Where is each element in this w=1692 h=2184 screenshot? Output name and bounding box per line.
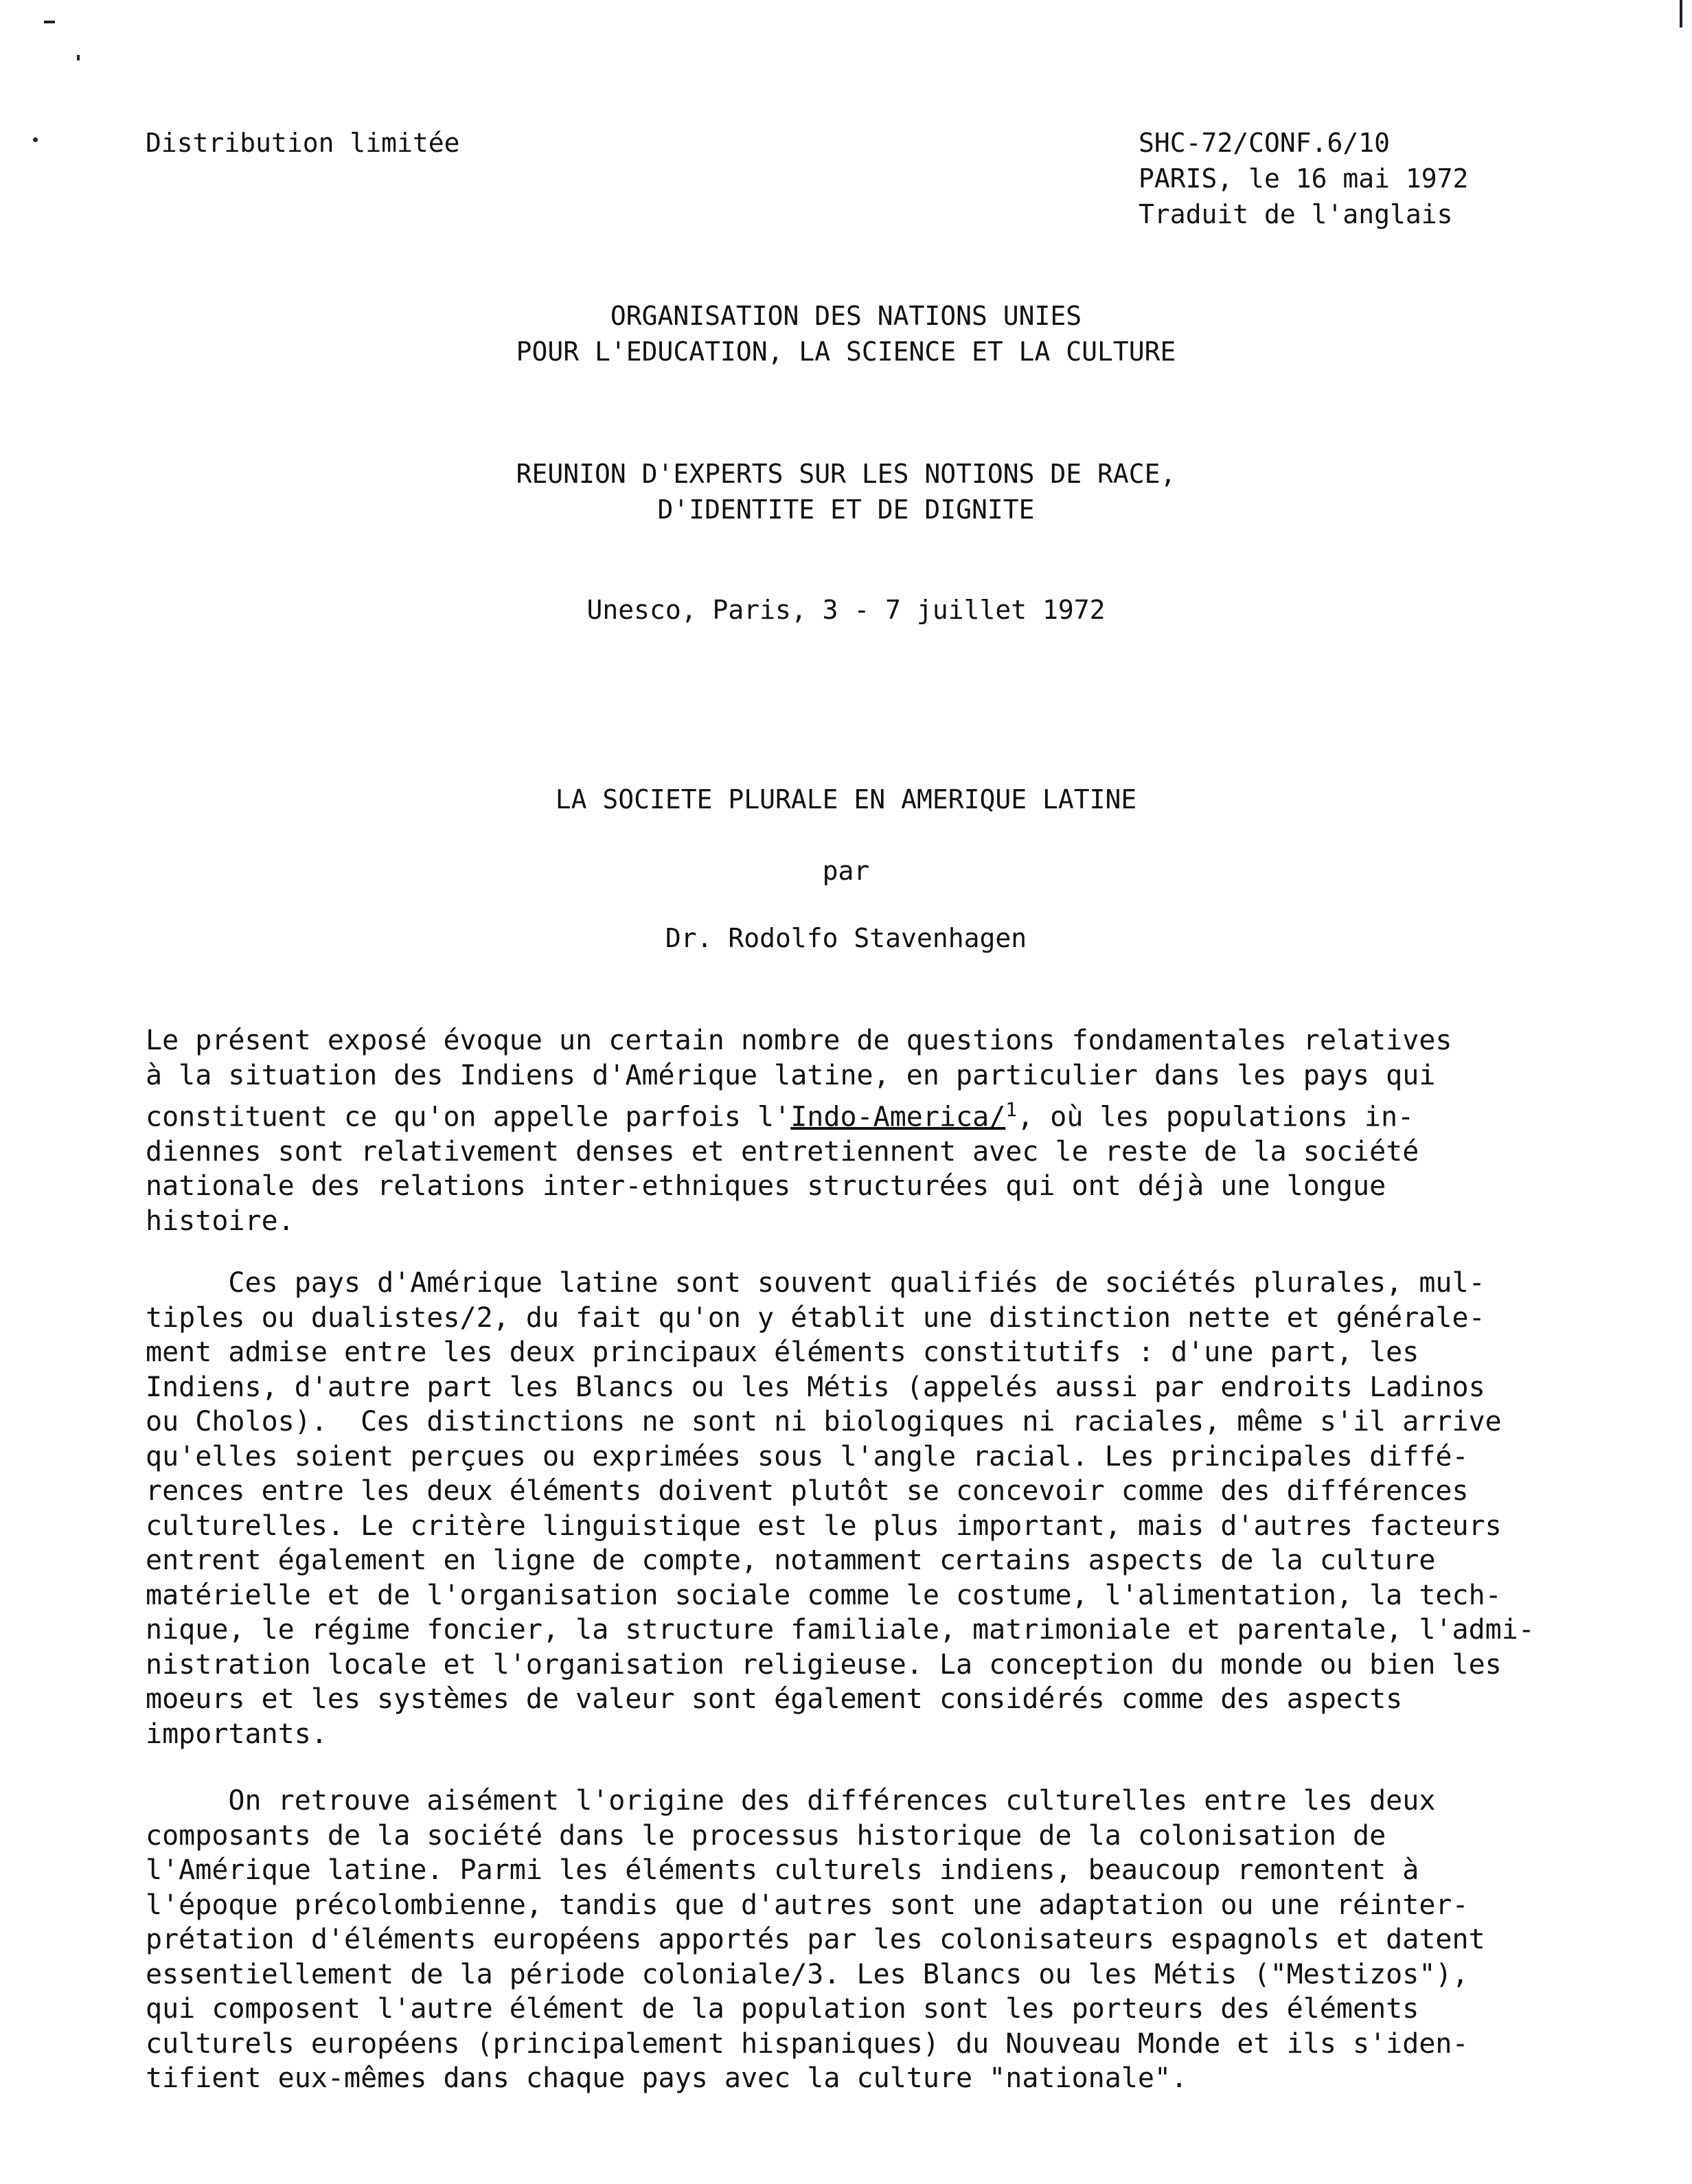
text-line: entrent également en ligne de compte, notamment certains aspects de la culture — [146, 1545, 1436, 1576]
text-segment: , où les populations in- — [1017, 1101, 1415, 1133]
text-line: nique, le régime foncier, la structure familiale, matrimoniale et parentale, l'admi- — [146, 1614, 1535, 1646]
distribution-label: Distribution limitée — [146, 128, 460, 158]
text-line: composants de la société dans le processus historique de la colonisation de — [146, 1819, 1386, 1852]
text-line: ment admise entre les deux principaux éléments constitutifs : d'une part, les — [146, 1336, 1419, 1368]
organisation-name-line1: ORGANISATION DES NATIONS UNIES — [610, 301, 1082, 331]
text-line: prétation d'éléments européens apportés par les colonisateurs espagnols et datent — [146, 1924, 1485, 1955]
paper-by: par — [822, 856, 870, 886]
text-line: qui composent l'autre élément de la population sont les porteurs des éléments — [146, 1993, 1419, 2025]
text-line: tiples ou dualistes/2, du fait qu'on y établit une distinction nette et générale- — [146, 1301, 1485, 1334]
text-line: rences entre les deux éléments doivent plutôt se concevoir comme des différences — [146, 1475, 1469, 1507]
paragraph-2 — [146, 1266, 1622, 1751]
text-line: nationale des relations inter-ethniques structurées qui ont déjà une longue — [146, 1170, 1386, 1203]
meeting-title-line1: REUNION D'EXPERTS SUR LES NOTIONS DE RACE, — [516, 459, 1176, 489]
translation-note: Traduit de l'anglais — [1139, 199, 1453, 229]
scan-mark — [33, 137, 38, 142]
text-line — [146, 1093, 1622, 1135]
paragraph-3 — [146, 1784, 1622, 2096]
scan-mark — [1680, 0, 1682, 27]
scan-mark — [77, 55, 80, 60]
text-line: l'époque précolombienne, tandis que d'autres sont une adaptation ou une réinter- — [146, 1889, 1469, 1921]
text-line: essentiellement de la période coloniale/3. Les Blancs ou les Métis ("Mestizos"), — [146, 1958, 1469, 1990]
text-line: diennes sont relativement denses et entretiennent avec le reste de la société — [146, 1135, 1419, 1168]
paper-author: Dr. Rodolfo Stavenhagen — [665, 923, 1027, 953]
text-line: matérielle et de l'organisation sociale comme le costume, l'alimentation, la tech- — [146, 1579, 1502, 1611]
footnote-marker: 1 — [1005, 1098, 1018, 1121]
text-line: l'Amérique latine. Parmi les éléments culturels indiens, beaucoup remontent à — [146, 1854, 1419, 1886]
text-line: qu'elles soient perçues ou exprimées sous l'angle racial. Les principales diffé- — [146, 1440, 1469, 1472]
text-line: culturelles. Le critère linguistique est le plus important, mais d'autres facteurs — [146, 1510, 1502, 1542]
text-line: ou Cholos). Ces distinctions ne sont ni biologiques ni raciales, même s'il arrive — [146, 1406, 1502, 1437]
text-line: à la situation des Indiens d'Amérique latine, en particulier dans les pays qui — [146, 1059, 1436, 1091]
indo-america-reference: Indo-America/ — [790, 1101, 1006, 1133]
document-reference: SHC-72/CONF.6/10 — [1139, 128, 1391, 158]
text-line: On retrouve aisément l'origine des différences culturelles entre les deux — [146, 1785, 1436, 1817]
text-line: culturels européens (principalement hispaniques) du Nouveau Monde et ils s'iden- — [146, 2027, 1469, 2060]
paper-title: LA SOCIETE PLURALE EN AMERIQUE LATINE — [555, 784, 1137, 815]
text-line: Le présent exposé évoque un certain nombre de questions fondamentales relatives — [146, 1025, 1452, 1056]
organisation-name-line2: POUR L'EDUCATION, LA SCIENCE ET LA CULTURE — [516, 337, 1176, 367]
text-line: importants. — [146, 1718, 328, 1750]
meeting-title-line2: D'IDENTITE ET DE DIGNITE — [657, 494, 1035, 525]
text-line: nistration locale et l'organisation religieuse. La conception du monde ou bien les — [146, 1648, 1502, 1681]
text-line: histoire. — [146, 1205, 295, 1237]
text-line: moeurs et les systèmes de valeur sont également considérés comme des aspects — [146, 1683, 1403, 1715]
text-line: Ces pays d'Amérique latine sont souvent qualifiés de sociétés plurales, mul- — [146, 1267, 1485, 1299]
text-line: Indiens, d'autre part les Blancs ou les Métis (appelés aussi par endroits Ladinos — [146, 1371, 1485, 1403]
document-date: PARIS, le 16 mai 1972 — [1139, 163, 1469, 194]
text-segment: constituent ce qu'on appelle parfois l' — [146, 1101, 791, 1133]
paragraph-1 — [146, 1023, 1622, 1238]
scan-mark — [44, 21, 55, 23]
meeting-place-date: Unesco, Paris, 3 - 7 juillet 1972 — [586, 595, 1106, 625]
text-line: tifient eux-mêmes dans chaque pays avec la culture "nationale". — [146, 2062, 1188, 2094]
